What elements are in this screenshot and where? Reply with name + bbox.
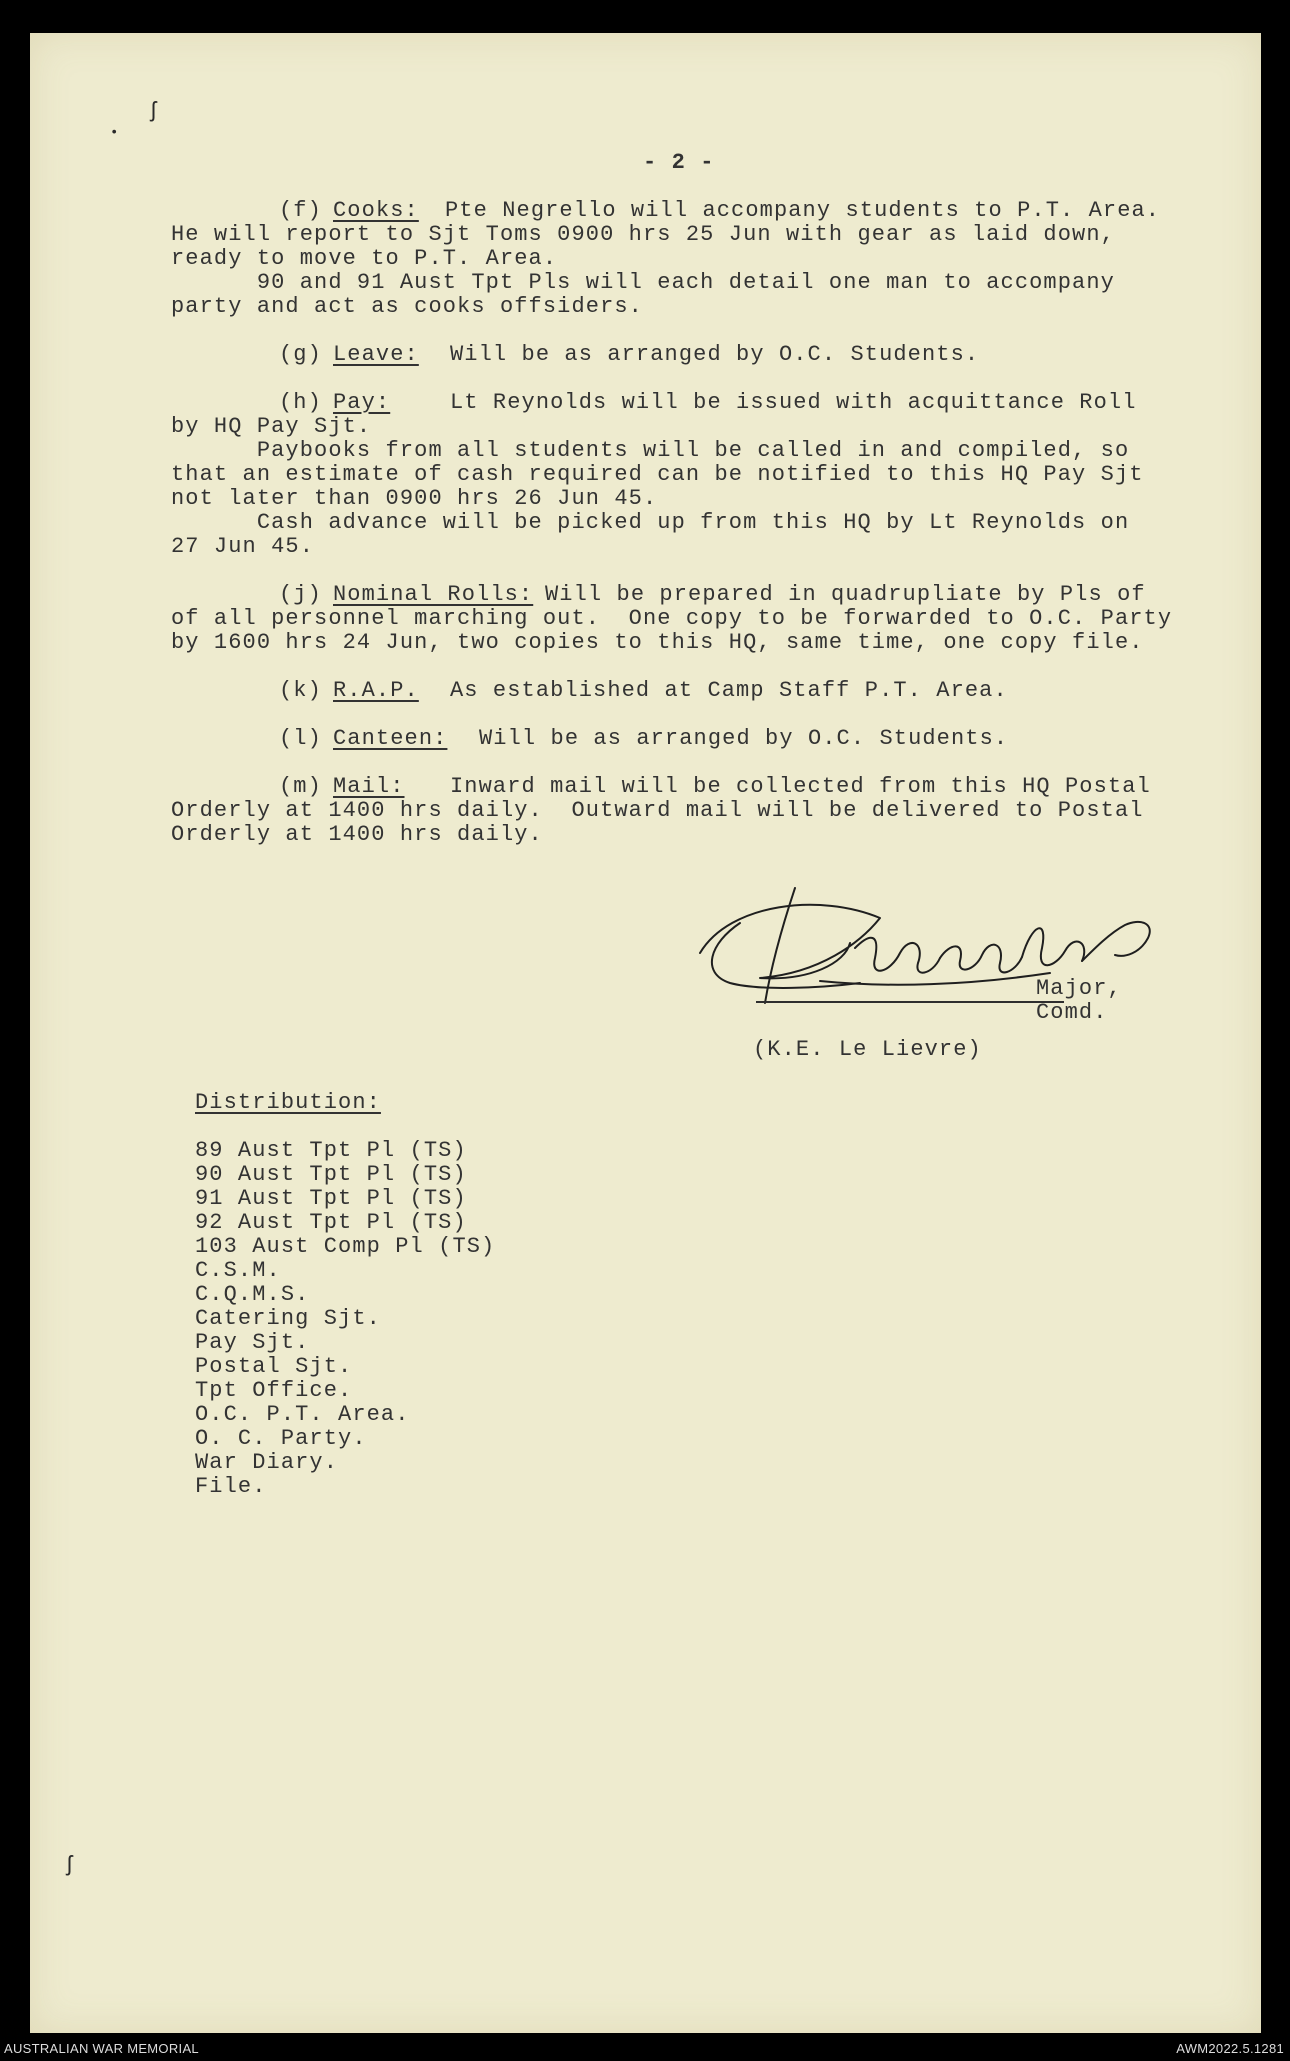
- page-number: - 2 -: [643, 150, 715, 175]
- distribution-item: 90 Aust Tpt Pl (TS): [195, 1162, 467, 1187]
- para-j-line: by 1600 hrs 24 Jun, two copies to this HQ, same time, one copy file.: [171, 630, 1144, 655]
- distribution-item: Postal Sjt.: [195, 1354, 353, 1379]
- distribution-item: 92 Aust Tpt Pl (TS): [195, 1210, 467, 1235]
- para-f-line: He will report to Sjt Toms 0900 hrs 25 Jun with gear as laid down,: [171, 222, 1115, 247]
- para-j-line: Will be prepared in quadrupliate by Pls of: [545, 582, 1146, 607]
- signature-name: (K.E. Le Lievre): [753, 1037, 982, 1062]
- distribution-item: C.S.M.: [195, 1258, 281, 1283]
- distribution-item: 91 Aust Tpt Pl (TS): [195, 1186, 467, 1211]
- distribution-item: File.: [195, 1474, 267, 1499]
- para-f-line: Pte Negrello will accompany students to P.T. Area.: [445, 198, 1161, 223]
- distribution-item: O.C. P.T. Area.: [195, 1402, 410, 1427]
- para-f-line: ready to move to P.T. Area.: [171, 246, 558, 271]
- para-h-line: by HQ Pay Sjt.: [171, 414, 372, 439]
- ink-dot: •: [110, 125, 119, 141]
- distribution-heading: Distribution:: [195, 1090, 381, 1115]
- distribution-item: 89 Aust Tpt Pl (TS): [195, 1138, 467, 1163]
- para-g-text: Will be as arranged by O.C. Students.: [450, 342, 980, 367]
- para-l-label: (l): [279, 726, 322, 751]
- distribution-item: Catering Sjt.: [195, 1306, 381, 1331]
- para-f-heading: Cooks:: [333, 198, 419, 223]
- para-m-line: Inward mail will be collected from this HQ Postal: [450, 774, 1151, 799]
- para-h-label: (h): [279, 390, 322, 415]
- para-l-text: Will be as arranged by O.C. Students.: [479, 726, 1009, 751]
- footer-accession-number: AWM2022.5.1281: [1176, 2041, 1284, 2056]
- signature-rule: [756, 1001, 1064, 1003]
- para-j-heading: Nominal Rolls:: [333, 582, 534, 607]
- para-j-line: of all personnel marching out. One copy to be forwarded to O.C. Party: [171, 606, 1173, 631]
- para-k-text: As established at Camp Staff P.T. Area.: [450, 678, 1008, 703]
- para-h-line: Lt Reynolds will be issued with acquittance Roll: [450, 390, 1137, 415]
- para-h-line: 27 Jun 45.: [171, 534, 315, 559]
- para-h-line: Cash advance will be picked up from this HQ by Lt Reynolds on: [171, 510, 1130, 535]
- para-l-heading: Canteen:: [333, 726, 448, 751]
- footer-archive-name: AUSTRALIAN WAR MEMORIAL: [4, 2041, 199, 2056]
- para-m-label: (m): [279, 774, 322, 799]
- handwritten-signature: [670, 863, 1190, 1033]
- distribution-item: 103 Aust Comp Pl (TS): [195, 1234, 496, 1259]
- para-f-line: party and act as cooks offsiders.: [171, 294, 643, 319]
- para-h-line: that an estimate of cash required can be notified to this HQ Pay Sjt: [171, 462, 1144, 487]
- distribution-item: C.Q.M.S.: [195, 1282, 310, 1307]
- distribution-item: Pay Sjt.: [195, 1330, 310, 1355]
- distribution-item: Tpt Office.: [195, 1378, 353, 1403]
- para-f-line: 90 and 91 Aust Tpt Pls will each detail one man to accompany: [171, 270, 1115, 295]
- para-m-line: Orderly at 1400 hrs daily.: [171, 822, 543, 847]
- para-h-heading: Pay:: [333, 390, 391, 415]
- signature-appointment: Comd.: [1036, 1000, 1108, 1025]
- distribution-item: O. C. Party.: [195, 1426, 367, 1451]
- para-h-line: not later than 0900 hrs 26 Jun 45.: [171, 486, 658, 511]
- para-j-label: (j): [279, 582, 322, 607]
- document-page: [30, 33, 1261, 2033]
- para-k-label: (k): [279, 678, 322, 703]
- distribution-item: War Diary.: [195, 1450, 339, 1475]
- para-m-heading: Mail:: [333, 774, 405, 799]
- ink-mark: ʃ: [147, 99, 161, 124]
- distribution-list: [195, 1139, 495, 1499]
- para-m-line: Orderly at 1400 hrs daily. Outward mail will be delivered to Postal: [171, 798, 1144, 823]
- para-k-heading: R.A.P.: [333, 678, 419, 703]
- ink-mark: ʃ: [63, 1853, 77, 1878]
- para-f-label: (f): [279, 198, 322, 223]
- signature-rank: Major,: [1036, 976, 1122, 1001]
- para-g-label: (g): [279, 342, 322, 367]
- para-g-heading: Leave:: [333, 342, 419, 367]
- para-h-line: Paybooks from all students will be called in and compiled, so: [171, 438, 1130, 463]
